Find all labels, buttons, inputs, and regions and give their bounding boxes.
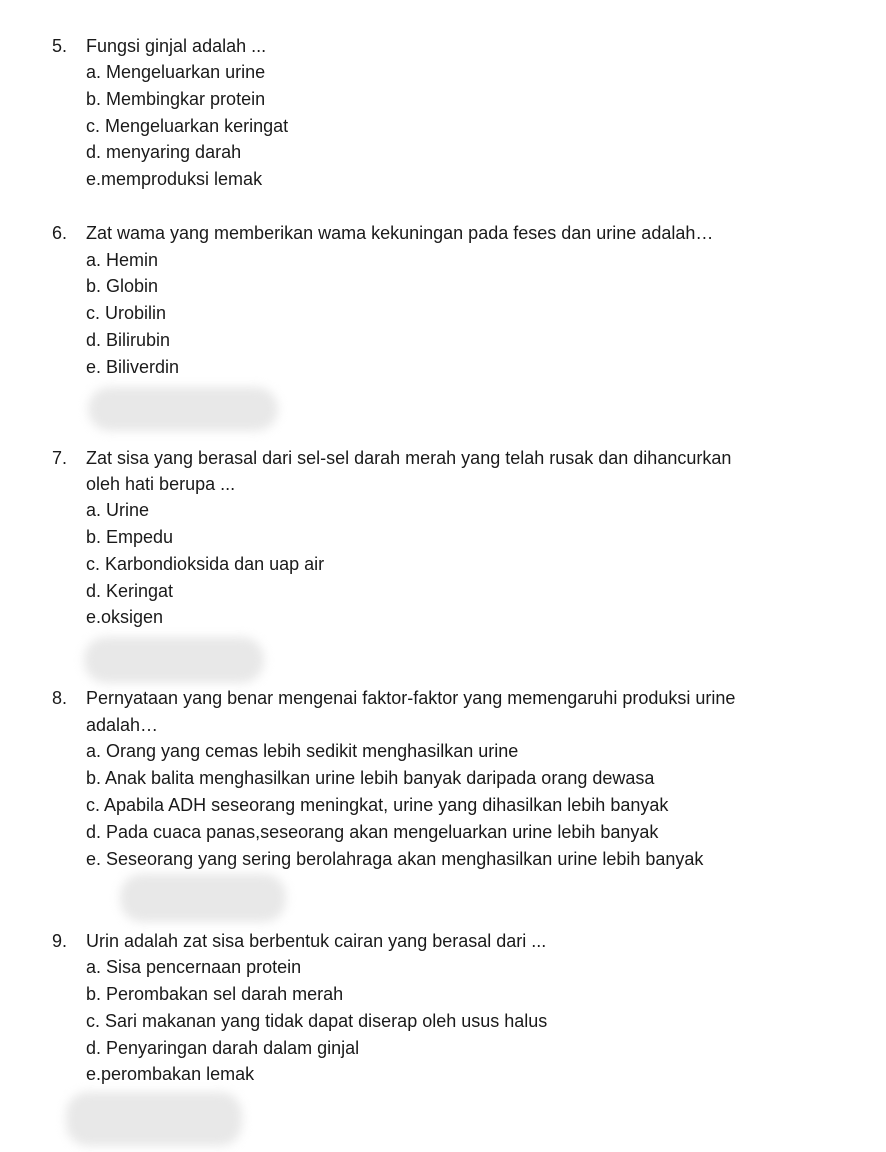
question-number: 7.: [52, 448, 68, 468]
question-text: Zat wama yang memberikan wama kekuningan pada feses dan urine adalah…: [86, 223, 714, 243]
question-text-line-1: Zat sisa yang berasal dari sel-sel darah merah yang telah rusak dan dihancurkan: [86, 448, 732, 468]
question-number: 9.: [52, 931, 68, 951]
option-c: c. Apabila ADH seseorang meningkat, urine yang dihasilkan lebih banyak: [86, 795, 669, 815]
option-b: b. Membingkar protein: [86, 89, 266, 109]
option-a: a. Orang yang cemas lebih sedikit menghasilkan urine: [86, 741, 519, 761]
option-a: a. Hemin: [86, 250, 159, 270]
option-c: c. Urobilin: [86, 303, 167, 323]
option-e: e. Biliverdin: [86, 357, 180, 377]
question-text: Fungsi ginjal adalah ...: [86, 36, 267, 56]
question-text-line-2: oleh hati berupa ...: [86, 474, 236, 494]
redacted-answer-smudge: [66, 1092, 242, 1146]
option-e: e.perombakan lemak: [86, 1064, 255, 1084]
option-e: e.memproduksi lemak: [86, 169, 263, 189]
option-d: d. Pada cuaca panas,seseorang akan mengeluarkan urine lebih banyak: [86, 822, 659, 842]
option-a: a. Mengeluarkan urine: [86, 62, 266, 82]
option-e: e.oksigen: [86, 607, 164, 627]
redacted-answer-smudge: [120, 874, 286, 922]
option-a: a. Sisa pencernaan protein: [86, 957, 302, 977]
option-b: b. Anak balita menghasilkan urine lebih banyak daripada orang dewasa: [86, 768, 655, 788]
question-text: Urin adalah zat sisa berbentuk cairan yang berasal dari ...: [86, 931, 547, 951]
question-text-line-2: adalah…: [86, 715, 159, 735]
option-d: d. Bilirubin: [86, 330, 171, 350]
option-c: c. Mengeluarkan keringat: [86, 116, 289, 136]
question-text-line-1: Pernyataan yang benar mengenai faktor-faktor yang memengaruhi produksi urine: [86, 688, 736, 708]
option-b: b. Perombakan sel darah merah: [86, 984, 344, 1004]
option-e: e. Seseorang yang sering berolahraga akan menghasilkan urine lebih banyak: [86, 849, 704, 869]
option-c: c. Sari makanan yang tidak dapat diserap oleh usus halus: [86, 1011, 548, 1031]
option-d: d. menyaring darah: [86, 142, 242, 162]
option-b: b. Globin: [86, 276, 159, 296]
option-b: b. Empedu: [86, 527, 174, 547]
redacted-answer-smudge: [88, 387, 278, 431]
option-a: a. Urine: [86, 500, 150, 520]
option-d: d. Keringat: [86, 581, 174, 601]
question-number: 6.: [52, 223, 68, 243]
option-c: c. Karbondioksida dan uap air: [86, 554, 325, 574]
redacted-answer-smudge: [84, 637, 264, 683]
question-number: 8.: [52, 688, 68, 708]
option-d: d. Penyaringan darah dalam ginjal: [86, 1038, 360, 1058]
question-number: 5.: [52, 36, 68, 56]
